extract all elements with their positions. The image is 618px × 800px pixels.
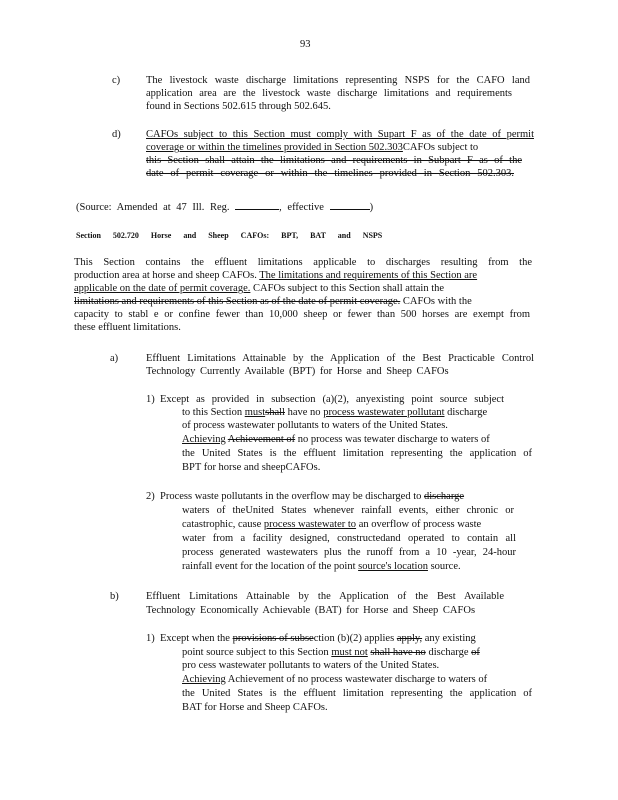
source-close-paren: ) <box>369 202 374 213</box>
intro-line4 <box>74 295 534 309</box>
para-b1-line1 <box>160 632 536 646</box>
para-b1-line3: pro cess wastewater pollutants to waters of the United States. <box>182 660 440 671</box>
intro-line6: these effluent limitations. <box>74 322 181 333</box>
para-a2-line2: waters of theUnited States whenever rainfall events, either chronic or <box>182 505 514 516</box>
register-blank <box>235 199 279 210</box>
subsection-a-line2: Technology Currently Available (BPT) for Horse and Sheep CAFOs <box>146 366 449 377</box>
para-a1-line2 <box>182 406 527 420</box>
intro-line2-underlined: The limitations and requirements of this Section are <box>259 270 478 281</box>
para-b1-line4-achieving: Achieving <box>182 674 226 685</box>
item-d-line1: CAFOs subject to this Section must comply with Supart F as of the date of permit <box>146 129 534 140</box>
para-a2-line3-b: an overflow of process waste <box>358 519 482 530</box>
intro-line1: This Section contains the effluent limitations applicable to discharges resulting from the <box>74 257 532 268</box>
item-d-line4-struck: date of permit coverage or within the timelines provided in Section 502.303. <box>146 168 514 179</box>
intro-line2-plain: production area at horse and sheep CAFOs. <box>74 270 257 281</box>
subsection-a-line1: Effluent Limitations Attainable by the Application of the Best Practicable Control <box>146 353 534 364</box>
para-a1-line4 <box>182 433 530 447</box>
section-heading-title: Horse and Sheep CAFOs: BPT, BAT and NSPS <box>150 231 383 240</box>
source-note <box>76 199 373 215</box>
para-b1-line1-c: any existing <box>424 633 476 644</box>
para-b1-line2 <box>182 646 522 660</box>
para-a1-line2-inserted: process wastewater pollutant <box>323 407 445 418</box>
section-heading <box>76 229 382 243</box>
para-b1-line2-a: point source subject to this Section <box>182 647 329 658</box>
para-a1-line2-must: must <box>244 407 266 418</box>
para-b1-line2-struck: shall have no <box>370 647 426 658</box>
intro-line3 <box>74 282 534 296</box>
item-c-line1: The livestock waste discharge limitations representing NSPS for the CAFO land <box>146 75 530 86</box>
para-a1-line2-b: have no <box>287 407 321 418</box>
para-a2-line3-inserted: process wastewater to <box>263 519 357 530</box>
para-b1-line4 <box>182 673 530 687</box>
para-a1-line4-struck: Achievement of <box>227 434 296 445</box>
para-b1-line1-struck: provisions of subse <box>232 633 314 644</box>
subsection-a-label: a) <box>110 353 119 364</box>
source-amended: Amended at 47 Ill. Reg. <box>116 202 230 213</box>
para-b1-line4-rest: Achievement of no process wastewater discharge to waters of <box>227 674 488 685</box>
item-d-line2 <box>146 141 530 155</box>
para-b1-line2-struck2: of <box>471 647 480 658</box>
item-d-line2-rest: CAFOs subject to <box>402 142 479 153</box>
para-a1-line4-achieving: Achieving <box>182 434 226 445</box>
intro-line4-plain: CAFOs with the <box>402 296 472 307</box>
section-heading-word: Section <box>76 231 101 240</box>
intro-line4-struck: limitations and requirements of this Section as of the date of permit coverage. <box>74 296 401 307</box>
intro-line2 <box>74 269 534 283</box>
intro-line3-plain: CAFOs subject to this Section shall attain the <box>253 283 445 294</box>
para-a1-line3: of process wastewater pollutants to waters of the United States. <box>182 420 448 431</box>
para-b1-label: 1) <box>146 633 155 644</box>
para-a1-line2-c: discharge <box>447 407 488 418</box>
para-a1-label: 1) <box>146 394 155 405</box>
para-b1-line2-must-not: must not <box>331 647 368 658</box>
item-d-line2-underlined: coverage or within the timelines provided in Section 502.303 <box>146 142 403 153</box>
item-c-label: c) <box>112 75 121 86</box>
para-a2-line6-a: rainfall event for the location of the point <box>182 561 356 572</box>
section-heading-number: 502.720 <box>112 231 139 240</box>
para-a1-line2-a: to this Section <box>182 407 243 418</box>
para-a1-line6: BPT for horse and sheepCAFOs. <box>182 462 321 473</box>
source-effective-label: effective <box>287 202 324 213</box>
para-a1-line1: Except as provided in subsection (a)(2), anyexisting point source subject <box>160 394 504 405</box>
para-b1-line1-a: Except when the <box>160 633 230 644</box>
para-a2-line1-struck: discharge <box>424 491 465 502</box>
para-a1-line2-shall: shall <box>265 407 285 418</box>
para-b1-line5: the United States is the effluent limitation representing the application of <box>182 688 532 699</box>
para-a2-line5: process generated wastewaters plus the runoff from a 10 -year, 24-hour <box>182 547 516 558</box>
subsection-b-label: b) <box>110 591 119 602</box>
subsection-b-line1: Effluent Limitations Attainable by the Application of the Best Available <box>146 591 504 602</box>
para-b1-line2-b: discharge <box>428 647 469 658</box>
para-b1-line1-b: ction (b)(2) applies <box>313 633 395 644</box>
para-a2-label: 2) <box>146 491 155 502</box>
intro-line5: capacity to stabl e or confine fewer than 10,000 sheep or fewer than 500 horses are exempt from <box>74 309 530 320</box>
para-a2-line1 <box>160 490 532 504</box>
effective-date-blank <box>330 199 370 210</box>
subsection-b-line2: Technology Economically Achievable (BAT) for Horse and Sheep CAFOs <box>146 605 476 616</box>
para-a2-line1-a: Process waste pollutants in the overflow may be discharged to <box>160 491 422 502</box>
para-a2-line6-inserted: source's location <box>358 561 428 572</box>
para-a2-line4: water from a facility designed, constructedand operated to contain all <box>182 533 516 544</box>
page-number: 93 <box>300 39 311 50</box>
para-a1-line4-rest: no process was tewater discharge to waters of <box>297 434 490 445</box>
source-comma: , <box>279 202 282 213</box>
item-c-line3: found in Sections 502.615 through 502.645. <box>146 101 331 112</box>
item-d-line3-struck: this Section shall attain the limitations and requirements in Subpart F as of the <box>146 155 522 166</box>
para-a2-line6 <box>182 560 522 574</box>
para-a2-line3 <box>182 518 522 532</box>
item-d-label: d) <box>112 129 121 140</box>
para-a2-line6-b: source. <box>430 561 461 572</box>
para-a1-line5: the United States is the effluent limitation representing the application of <box>182 448 532 459</box>
item-c-line2: application area are the livestock waste discharge limitations and requirements <box>146 88 512 99</box>
source-label: (Source: <box>76 202 112 213</box>
intro-line3-underlined: applicable on the date of permit coverage. <box>74 283 251 294</box>
para-b1-line6: BAT for Horse and Sheep CAFOs. <box>182 702 328 713</box>
para-b1-line1-struck2: apply, <box>396 633 423 644</box>
para-a2-line3-a: catastrophic, cause <box>182 519 262 530</box>
